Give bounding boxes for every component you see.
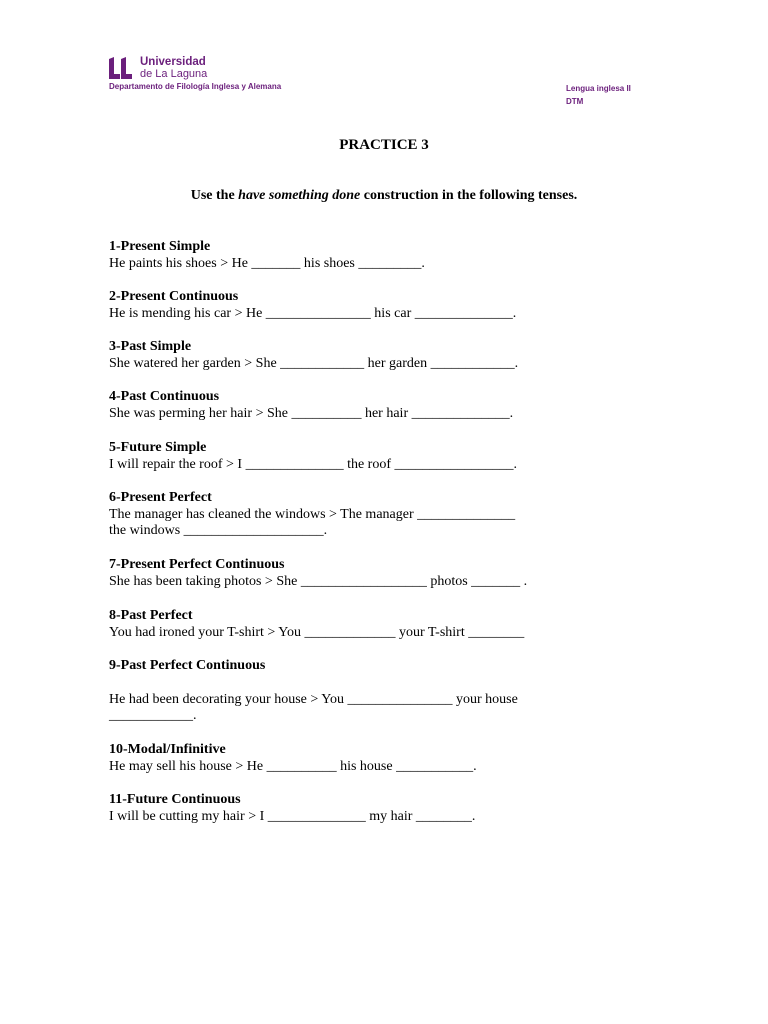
exercise-sentence: He may sell his house > He __________ his house ___________. (109, 758, 477, 774)
exercise-sentence: He is mending his car > He _______________ his car ______________. (109, 305, 517, 321)
exercise-heading: 5-Future Simple (109, 440, 207, 455)
exercise-heading: 2-Present Continuous (109, 289, 239, 304)
exercise-heading: 6-Present Perfect (109, 490, 212, 505)
university-logo-icon (109, 57, 135, 79)
exercise-heading: 10-Modal/Infinitive (109, 742, 226, 757)
exercise-2 (109, 289, 579, 322)
exercise-sentence: You had ironed your T-shirt > You _____________ your T-shirt ________ (109, 624, 525, 640)
university-name-line1: Universidad (140, 56, 206, 68)
exercise-7 (109, 557, 579, 590)
university-name-line2: de La Laguna (140, 68, 208, 80)
exercise-4 (109, 389, 579, 422)
university-logo (109, 57, 135, 79)
page-title: PRACTICE 3 (339, 137, 429, 153)
exercise-heading: 11-Future Continuous (109, 792, 241, 807)
exercise-heading: 9-Past Perfect Continuous (109, 658, 266, 673)
course-name: Lengua inglesa II (566, 84, 631, 93)
exercise-sentence: He had been decorating your house > You _______________ your house (109, 691, 518, 707)
exercise-1 (109, 239, 579, 272)
exercise-8 (109, 608, 579, 641)
department-name: Departamento de Filología Inglesa y Alemana (109, 82, 282, 91)
exercise-heading: 4-Past Continuous (109, 389, 220, 404)
university-name (140, 56, 207, 80)
course-info (566, 82, 631, 108)
exercise-sentence: I will repair the roof > I ______________ the roof _________________. (109, 456, 517, 472)
course-code: DTM (566, 97, 584, 106)
exercise-6 (109, 490, 579, 540)
exercise-sentence-continued: ____________. (109, 708, 197, 723)
exercise-9 (109, 658, 579, 725)
instruction-emphasis: have something done (238, 188, 361, 203)
exercise-sentence: She was perming her hair > She __________ her hair ______________. (109, 405, 514, 421)
instruction (0, 188, 768, 204)
exercise-sentence: She has been taking photos > She __________________ photos _______ . (109, 573, 528, 589)
spacer (109, 675, 579, 692)
exercise-heading: 3-Past Simple (109, 339, 192, 354)
exercise-sentence: The manager has cleaned the windows > The manager ______________ (109, 506, 516, 522)
exercise-sentence: She watered her garden > She ____________ her garden ____________. (109, 355, 519, 371)
instruction-after: construction in the following tenses. (360, 188, 578, 203)
exercise-sentence: He paints his shoes > He _______ his shoes _________. (109, 255, 425, 271)
exercise-sentence-continued: the windows ____________________. (109, 523, 328, 538)
instruction-before: Use the (190, 188, 239, 203)
exercise-heading: 7-Present Perfect Continuous (109, 557, 285, 572)
exercise-3 (109, 339, 579, 372)
exercise-11 (109, 792, 579, 825)
exercise-heading: 1-Present Simple (109, 239, 211, 254)
exercise-5 (109, 440, 579, 473)
exercise-heading: 8-Past Perfect (109, 608, 193, 623)
exercise-10 (109, 742, 579, 775)
exercise-sentence: I will be cutting my hair > I ______________ my hair ________. (109, 808, 476, 824)
